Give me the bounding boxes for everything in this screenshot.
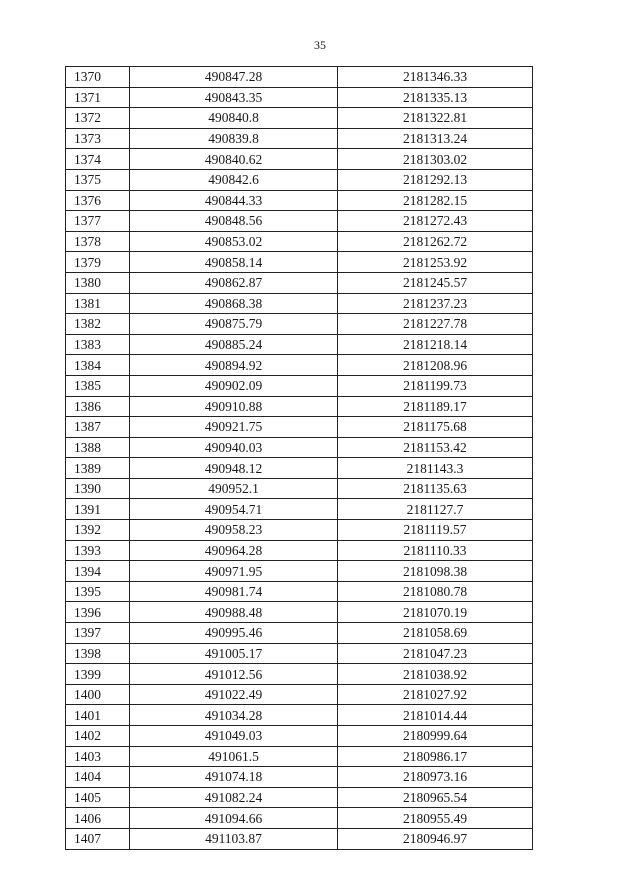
y-coordinate-cell: 2181322.81 <box>338 108 533 129</box>
point-number-cell: 1377 <box>66 211 130 232</box>
point-number-cell: 1400 <box>66 684 130 705</box>
y-coordinate-cell: 2181058.69 <box>338 623 533 644</box>
x-coordinate-cell: 490958.23 <box>130 520 338 541</box>
y-coordinate-cell: 2181153.42 <box>338 437 533 458</box>
x-coordinate-cell: 490952.1 <box>130 478 338 499</box>
table-row <box>66 828 533 849</box>
table-row <box>66 705 533 726</box>
point-number-cell: 1374 <box>66 149 130 170</box>
y-coordinate-cell: 2181119.57 <box>338 520 533 541</box>
x-coordinate-cell: 490843.35 <box>130 87 338 108</box>
point-number-cell: 1384 <box>66 355 130 376</box>
point-number-cell: 1391 <box>66 499 130 520</box>
table-row <box>66 417 533 438</box>
y-coordinate-cell: 2181027.92 <box>338 684 533 705</box>
point-number-cell: 1393 <box>66 540 130 561</box>
x-coordinate-cell: 491082.24 <box>130 787 338 808</box>
y-coordinate-cell: 2180986.17 <box>338 746 533 767</box>
table-row <box>66 561 533 582</box>
x-coordinate-cell: 491061.5 <box>130 746 338 767</box>
y-coordinate-cell: 2181143.3 <box>338 458 533 479</box>
x-coordinate-cell: 490971.95 <box>130 561 338 582</box>
table-row <box>66 478 533 499</box>
table-row <box>66 767 533 788</box>
x-coordinate-cell: 490940.03 <box>130 437 338 458</box>
x-coordinate-cell: 491074.18 <box>130 767 338 788</box>
table-row <box>66 375 533 396</box>
point-number-cell: 1398 <box>66 643 130 664</box>
table-row <box>66 293 533 314</box>
x-coordinate-cell: 491012.56 <box>130 664 338 685</box>
x-coordinate-cell: 490868.38 <box>130 293 338 314</box>
point-number-cell: 1373 <box>66 128 130 149</box>
x-coordinate-cell: 490858.14 <box>130 252 338 273</box>
point-number-cell: 1395 <box>66 581 130 602</box>
coordinates-table-body <box>66 67 533 850</box>
y-coordinate-cell: 2181253.92 <box>338 252 533 273</box>
table-row <box>66 664 533 685</box>
x-coordinate-cell: 490844.33 <box>130 190 338 211</box>
y-coordinate-cell: 2181038.92 <box>338 664 533 685</box>
point-number-cell: 1371 <box>66 87 130 108</box>
point-number-cell: 1379 <box>66 252 130 273</box>
point-number-cell: 1388 <box>66 437 130 458</box>
x-coordinate-cell: 490840.8 <box>130 108 338 129</box>
table-row <box>66 252 533 273</box>
point-number-cell: 1389 <box>66 458 130 479</box>
x-coordinate-cell: 490862.87 <box>130 272 338 293</box>
table-row <box>66 272 533 293</box>
y-coordinate-cell: 2181245.57 <box>338 272 533 293</box>
point-number-cell: 1381 <box>66 293 130 314</box>
x-coordinate-cell: 491005.17 <box>130 643 338 664</box>
y-coordinate-cell: 2180973.16 <box>338 767 533 788</box>
point-number-cell: 1401 <box>66 705 130 726</box>
table-row <box>66 787 533 808</box>
x-coordinate-cell: 490840.62 <box>130 149 338 170</box>
y-coordinate-cell: 2181218.14 <box>338 334 533 355</box>
x-coordinate-cell: 490921.75 <box>130 417 338 438</box>
point-number-cell: 1399 <box>66 664 130 685</box>
y-coordinate-cell: 2180946.97 <box>338 828 533 849</box>
point-number-cell: 1404 <box>66 767 130 788</box>
x-coordinate-cell: 491049.03 <box>130 726 338 747</box>
point-number-cell: 1396 <box>66 602 130 623</box>
point-number-cell: 1378 <box>66 231 130 252</box>
y-coordinate-cell: 2180965.54 <box>338 787 533 808</box>
y-coordinate-cell: 2181127.7 <box>338 499 533 520</box>
x-coordinate-cell: 490910.88 <box>130 396 338 417</box>
table-row <box>66 458 533 479</box>
x-coordinate-cell: 490875.79 <box>130 314 338 335</box>
point-number-cell: 1397 <box>66 623 130 644</box>
table-row <box>66 211 533 232</box>
y-coordinate-cell: 2181110.33 <box>338 540 533 561</box>
point-number-cell: 1407 <box>66 828 130 849</box>
table-row <box>66 499 533 520</box>
x-coordinate-cell: 490894.92 <box>130 355 338 376</box>
y-coordinate-cell: 2181047.23 <box>338 643 533 664</box>
y-coordinate-cell: 2181262.72 <box>338 231 533 252</box>
y-coordinate-cell: 2181313.24 <box>338 128 533 149</box>
x-coordinate-cell: 490885.24 <box>130 334 338 355</box>
y-coordinate-cell: 2181227.78 <box>338 314 533 335</box>
point-number-cell: 1403 <box>66 746 130 767</box>
table-row <box>66 149 533 170</box>
y-coordinate-cell: 2181199.73 <box>338 375 533 396</box>
point-number-cell: 1406 <box>66 808 130 829</box>
table-row <box>66 108 533 129</box>
point-number-cell: 1387 <box>66 417 130 438</box>
x-coordinate-cell: 490848.56 <box>130 211 338 232</box>
x-coordinate-cell: 490842.6 <box>130 169 338 190</box>
x-coordinate-cell: 490853.02 <box>130 231 338 252</box>
x-coordinate-cell: 490847.28 <box>130 67 338 88</box>
y-coordinate-cell: 2181282.15 <box>338 190 533 211</box>
table-row <box>66 540 533 561</box>
table-row <box>66 334 533 355</box>
y-coordinate-cell: 2181237.23 <box>338 293 533 314</box>
table-row <box>66 314 533 335</box>
y-coordinate-cell: 2180999.64 <box>338 726 533 747</box>
x-coordinate-cell: 491034.28 <box>130 705 338 726</box>
y-coordinate-cell: 2180955.49 <box>338 808 533 829</box>
point-number-cell: 1375 <box>66 169 130 190</box>
point-number-cell: 1370 <box>66 67 130 88</box>
x-coordinate-cell: 490954.71 <box>130 499 338 520</box>
x-coordinate-cell: 490981.74 <box>130 581 338 602</box>
point-number-cell: 1380 <box>66 272 130 293</box>
y-coordinate-cell: 2181189.17 <box>338 396 533 417</box>
table-row <box>66 726 533 747</box>
coordinates-table <box>65 66 533 850</box>
x-coordinate-cell: 490995.46 <box>130 623 338 644</box>
point-number-cell: 1394 <box>66 561 130 582</box>
x-coordinate-cell: 490988.48 <box>130 602 338 623</box>
table-row <box>66 169 533 190</box>
table-row <box>66 231 533 252</box>
point-number-cell: 1376 <box>66 190 130 211</box>
point-number-cell: 1382 <box>66 314 130 335</box>
table-row <box>66 808 533 829</box>
y-coordinate-cell: 2181272.43 <box>338 211 533 232</box>
table-row <box>66 87 533 108</box>
table-row <box>66 190 533 211</box>
table-row <box>66 602 533 623</box>
x-coordinate-cell: 490948.12 <box>130 458 338 479</box>
table-row <box>66 623 533 644</box>
x-coordinate-cell: 491103.87 <box>130 828 338 849</box>
table-row <box>66 520 533 541</box>
point-number-cell: 1383 <box>66 334 130 355</box>
y-coordinate-cell: 2181070.19 <box>338 602 533 623</box>
point-number-cell: 1402 <box>66 726 130 747</box>
page-number: 35 <box>314 38 326 52</box>
x-coordinate-cell: 490902.09 <box>130 375 338 396</box>
table-row <box>66 128 533 149</box>
y-coordinate-cell: 2181208.96 <box>338 355 533 376</box>
point-number-cell: 1392 <box>66 520 130 541</box>
x-coordinate-cell: 491022.49 <box>130 684 338 705</box>
table-row <box>66 746 533 767</box>
x-coordinate-cell: 490839.8 <box>130 128 338 149</box>
table-row <box>66 643 533 664</box>
point-number-cell: 1385 <box>66 375 130 396</box>
x-coordinate-cell: 490964.28 <box>130 540 338 561</box>
y-coordinate-cell: 2181335.13 <box>338 87 533 108</box>
y-coordinate-cell: 2181346.33 <box>338 67 533 88</box>
y-coordinate-cell: 2181175.68 <box>338 417 533 438</box>
y-coordinate-cell: 2181014.44 <box>338 705 533 726</box>
table-row <box>66 396 533 417</box>
y-coordinate-cell: 2181135.63 <box>338 478 533 499</box>
table-row <box>66 355 533 376</box>
table-row <box>66 684 533 705</box>
y-coordinate-cell: 2181080.78 <box>338 581 533 602</box>
table-row <box>66 581 533 602</box>
x-coordinate-cell: 491094.66 <box>130 808 338 829</box>
point-number-cell: 1405 <box>66 787 130 808</box>
table-row <box>66 437 533 458</box>
point-number-cell: 1390 <box>66 478 130 499</box>
point-number-cell: 1386 <box>66 396 130 417</box>
y-coordinate-cell: 2181098.38 <box>338 561 533 582</box>
y-coordinate-cell: 2181292.13 <box>338 169 533 190</box>
table-row <box>66 67 533 88</box>
point-number-cell: 1372 <box>66 108 130 129</box>
y-coordinate-cell: 2181303.02 <box>338 149 533 170</box>
